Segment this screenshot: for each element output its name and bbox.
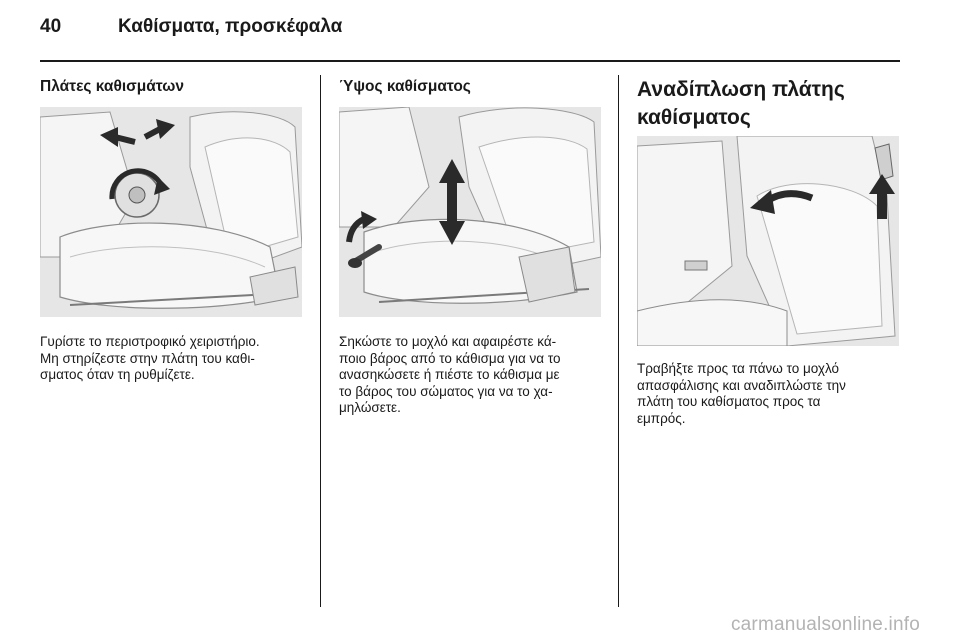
figure-seat-height [339, 107, 601, 317]
section-body-seat-height [339, 334, 607, 417]
text-line: σματος όταν τη ρυθμίζετε. [40, 367, 195, 382]
text-line: μηλώσετε. [339, 400, 401, 415]
watermark: carmanualsonline.info [730, 614, 920, 635]
text-line: Γυρίστε το περιστροφικό χειριστήριο. [40, 334, 260, 349]
figure-backrest-adjust [40, 107, 302, 317]
figure-fold-backrest [637, 136, 899, 346]
heading-line: καθίσματος [637, 106, 751, 129]
section-body-backrest [40, 334, 308, 384]
column-divider [320, 75, 321, 607]
section-body-fold-backrest [637, 361, 905, 427]
text-line: ποιο βάρος από το κάθισμα για να το [339, 350, 561, 366]
text-line: Τραβήξτε προς τα πάνω το μοχλό [637, 361, 840, 376]
section-heading-fold-backrest [637, 76, 845, 132]
column-divider [618, 75, 619, 607]
header-rule [40, 60, 900, 62]
text-line: Μη στηρίζεστε στην πλάτη του καθι- [40, 350, 255, 366]
text-line: απασφάλισης και αναδιπλώστε την [637, 377, 846, 393]
text-line: Σηκώστε το μοχλό και αφαιρέστε κά- [339, 334, 557, 349]
text-line: πλάτη του καθίσματος προς τα [637, 394, 821, 409]
section-heading-seat-height: Ύψος καθίσματος [339, 78, 471, 95]
text-line: εμπρός. [637, 410, 686, 426]
section-heading-backrest: Πλάτες καθισμάτων [40, 78, 184, 95]
page-number: 40 [40, 16, 62, 37]
text-line: το βάρος του σώματος για να το χα- [339, 383, 553, 399]
heading-line: Αναδίπλωση πλάτης [637, 78, 845, 101]
page-title: Καθίσματα, προσκέφαλα [118, 16, 343, 37]
text-line: ανασηκώσετε ή πιέστε το κάθισμα με [339, 367, 560, 382]
